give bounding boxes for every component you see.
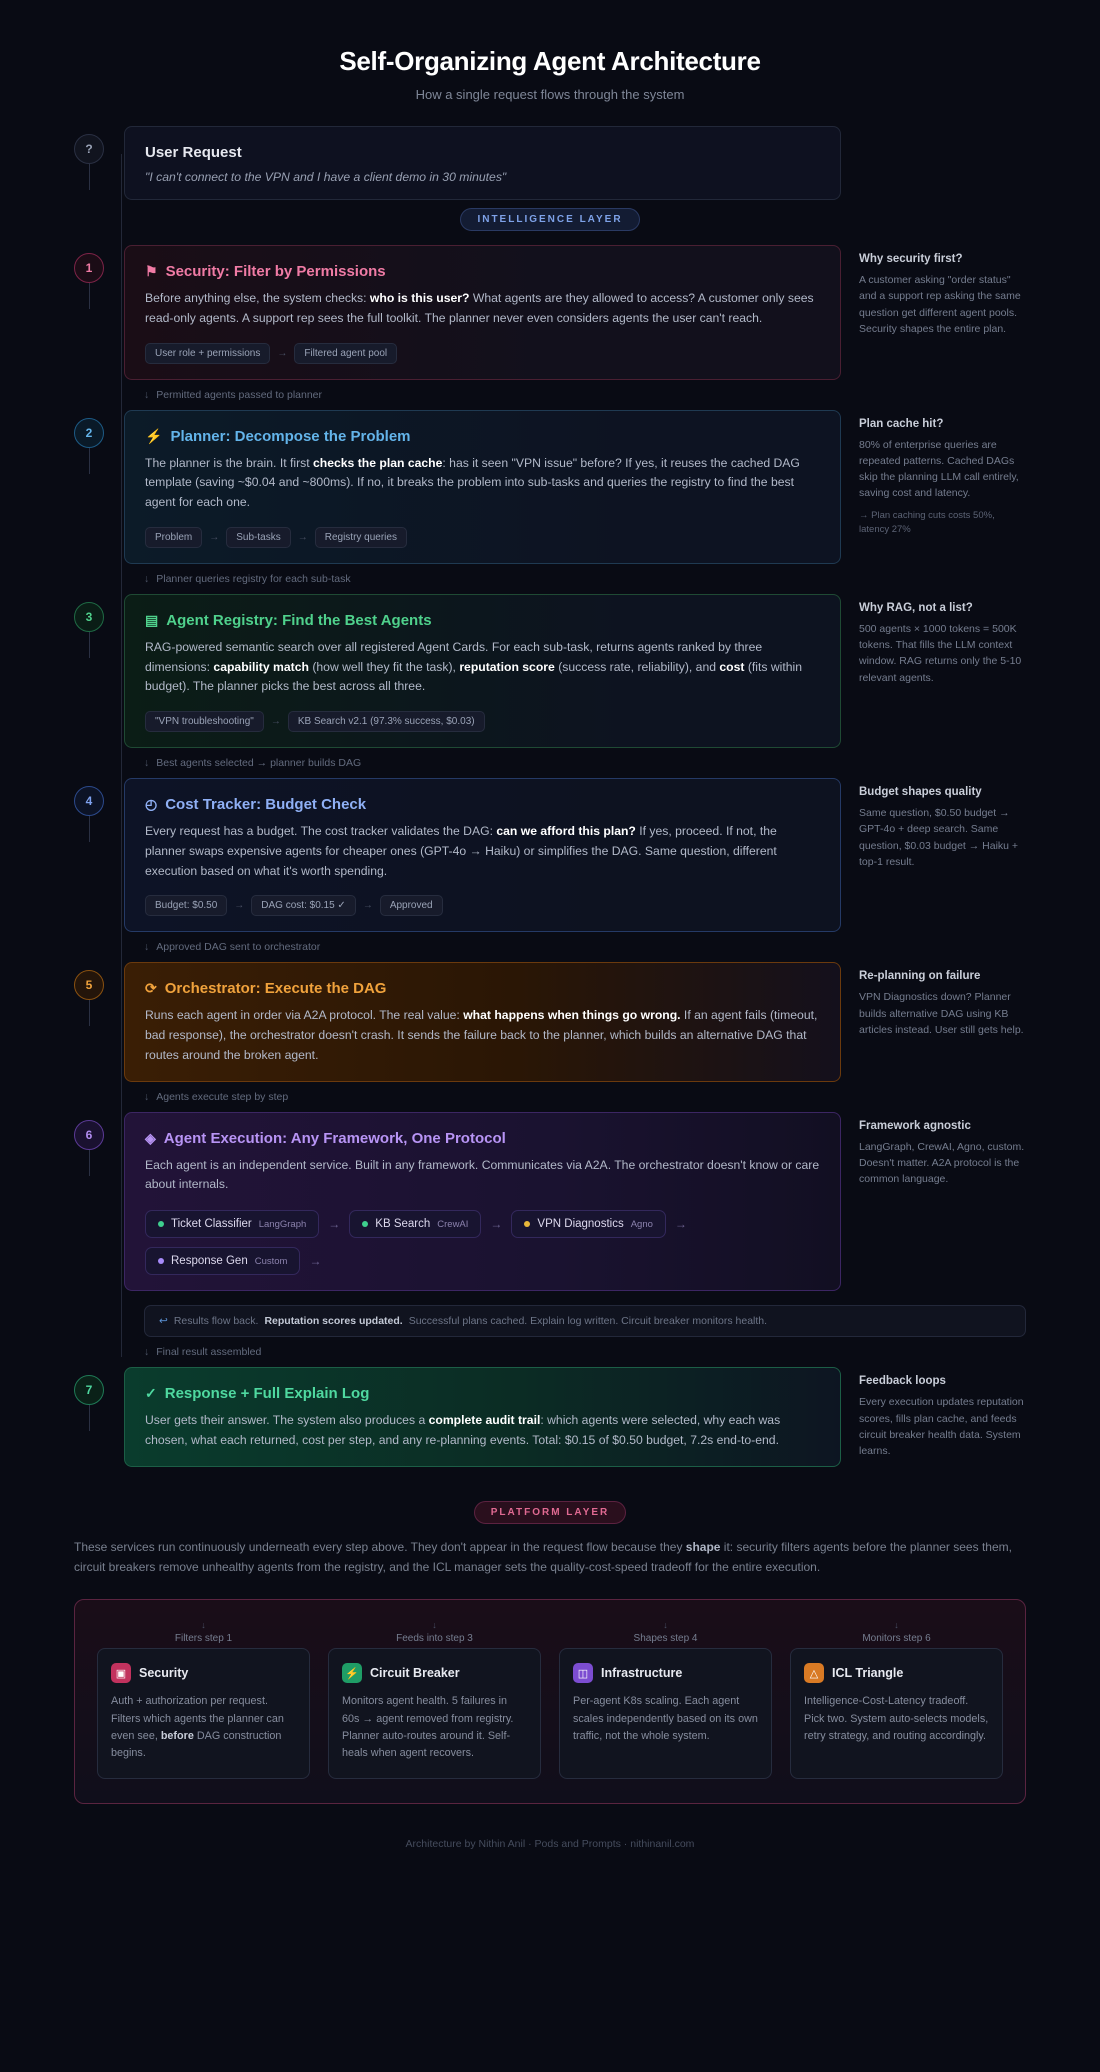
agent-pipeline <box>145 1210 820 1275</box>
connector-label: Agents execute step by step <box>156 1090 289 1103</box>
chip-arrow-icon: → <box>362 900 373 912</box>
user-request-quote: "I can't connect to the VPN and I have a client demo in 30 minutes" <box>145 170 507 184</box>
side-note-title: Re-planning on failure <box>859 970 981 983</box>
platform-card-body: Intelligence-Cost-Latency tradeoff. Pick two. System auto-selects models, retry strategy, and routing accordingly. <box>804 1695 989 1742</box>
agent-name: Ticket Classifier <box>171 1218 252 1231</box>
pipeline-arrow-icon: → <box>328 1217 341 1232</box>
step-title: Agent Execution: Any Framework, One Protocol <box>163 1129 506 1147</box>
side-note-title: Why security first? <box>859 253 963 265</box>
agent-status-dot <box>524 1221 530 1227</box>
chip-row <box>145 527 820 548</box>
step-title: Orchestrator: Execute the DAG <box>164 980 387 998</box>
agent-status-dot <box>158 1221 164 1227</box>
connector-stub <box>89 632 90 658</box>
step-title-row <box>145 796 820 813</box>
pipeline-arrow-icon: → <box>674 1217 687 1232</box>
platform-labels <box>97 1620 1003 1644</box>
gutter-step <box>74 1112 124 1150</box>
platform-card-header <box>111 1663 296 1683</box>
gutter-step <box>74 962 124 1000</box>
side-note-text: Same question, $0.50 budget → GPT-4o + deep search. Same question, $0.03 budget → Haiku + top-1 result. <box>859 807 1019 868</box>
page-title: Self-Organizing Agent Architecture <box>339 46 761 76</box>
side-note-title: Why RAG, not a list? <box>859 601 973 614</box>
connector <box>74 932 1026 962</box>
step-body: RAG-powered semantic search over all registered Agent Cards. For each sub-task, returns agents ranked by three dimensions: capability match (how well they fit the task), reputation score (success rate, reliability), and cost (fits within budget). The planner picks the best across all three. <box>145 639 803 694</box>
chip: Registry queries <box>315 527 407 548</box>
platform-label: ↓ Filters step 1 <box>97 1620 310 1644</box>
feedback-loop-icon: ↩ <box>159 1315 168 1328</box>
connector-label: Approved DAG sent to orchestrator <box>156 941 321 954</box>
pipeline-arrow-icon: → <box>309 1254 322 1269</box>
step-icon: ⚑ <box>145 263 158 279</box>
side-note-text: 500 agents × 1000 tokens = 500K tokens. That fills the LLM context window. RAG returns only the 5-10 relevant agents. <box>859 622 1022 684</box>
step-card <box>124 962 841 1081</box>
chip-arrow-icon: → <box>297 531 308 543</box>
connector-stub <box>89 164 90 190</box>
feedback-rest: Successful plans cached. Explain log written. Circuit breaker monitors health. <box>408 1315 768 1328</box>
chip-arrow-icon: → <box>277 347 288 359</box>
connector-final-label: Final result assembled <box>156 1346 262 1359</box>
platform-card <box>97 1648 310 1779</box>
side-note <box>841 410 1026 539</box>
connector-label: Best agents selected → planner builds DAG <box>156 757 362 770</box>
step-icon: ◴ <box>145 796 158 813</box>
gutter-step <box>74 778 124 816</box>
layer-pill-intelligence: INTELLIGENCE LAYER <box>460 208 639 231</box>
chip: Filtered agent pool <box>294 343 397 364</box>
step-title: Agent Registry: Find the Best Agents <box>166 611 432 629</box>
agent-chip[interactable] <box>145 1210 319 1238</box>
agent-framework: Agno <box>630 1218 653 1230</box>
gutter-step <box>74 410 124 448</box>
side-note-empty <box>841 126 1026 134</box>
user-request-row <box>74 126 1026 200</box>
step-icon: ⟳ <box>145 980 157 997</box>
step-title: Planner: Decompose the Problem <box>170 427 411 445</box>
platform-box <box>74 1599 1026 1804</box>
step-row <box>74 1367 1026 1467</box>
page-footer: Architecture by Nithin Anil · Pods and Prompts · nithinanil.com <box>405 1838 695 1851</box>
step-body: Runs each agent in order via A2A protocol. The real value: what happens when things go wrong. If an agent fails (timeout, bad response), the orchestrator doesn't crash. It sends the failure back to the planner, which builds an alternative DAG that routes around the broken agent. <box>145 1008 818 1062</box>
side-note-title: Feedback loops <box>859 1375 946 1388</box>
step-body: Each agent is an independent service. Built in any framework. Communicates via A2A. The orchestrator doesn't know or care about internals. <box>145 1157 820 1192</box>
platform-card-icon: ▣ <box>111 1663 131 1683</box>
step-badge: 1 <box>74 253 104 283</box>
agent-chip[interactable] <box>145 1247 300 1275</box>
chip: DAG cost: $0.15 ✓ <box>251 895 356 916</box>
side-note <box>841 594 1026 686</box>
platform-label: ↓ Shapes step 4 <box>559 1620 772 1644</box>
platform-label-tick-icon: ↓ <box>663 1620 668 1631</box>
step-row <box>74 245 1026 380</box>
side-note <box>841 1367 1026 1459</box>
step-row <box>74 1112 1026 1292</box>
step-body: Before anything else, the system checks: who is this user? What agents are they allowed to access? A customer only sees read-only agents. A support rep sees the full toolkit. The planner never even considers agents the user can't reach. <box>145 291 814 325</box>
intelligence-layer-label <box>74 208 1026 231</box>
connector <box>74 564 1026 594</box>
connector <box>74 748 1026 778</box>
step-card <box>124 1112 841 1292</box>
step-row <box>74 594 1026 748</box>
step-card <box>124 410 841 564</box>
step-icon: ▤ <box>145 611 159 628</box>
platform-card-title: ICL Triangle <box>832 1666 904 1681</box>
step-body: Every request has a budget. The cost tracker validates the DAG: can we afford this plan? If yes, proceed. If not, the planner swaps expensive agents for cheaper ones (GPT-4o → Haiku) or simplifies the DAG. Same question, different execution based on what it's worth spending. <box>145 824 777 878</box>
flow-container <box>74 126 1026 1467</box>
side-note-sub: → Plan caching cuts costs 50%, latency 27% <box>859 509 995 536</box>
chip-row <box>145 343 820 364</box>
step-card <box>124 778 841 932</box>
gutter-step <box>74 594 124 632</box>
layer-pill-platform: PLATFORM LAYER <box>474 1501 627 1524</box>
platform-card-icon: ◫ <box>573 1663 593 1683</box>
connector-arrow-icon: ↓ <box>144 941 150 954</box>
chip: User role + permissions <box>145 343 270 364</box>
agent-name: KB Search <box>375 1218 431 1231</box>
side-note <box>841 245 1026 337</box>
chip: KB Search v2.1 (97.3% success, $0.03) <box>288 711 485 732</box>
connector-arrow-icon: ↓ <box>144 757 150 770</box>
connector-arrow-icon: ↓ <box>144 572 150 585</box>
side-note-text: VPN Diagnostics down? Planner builds alternative DAG using KB articles instead. User still gets help. <box>859 991 1024 1036</box>
platform-card <box>328 1648 541 1779</box>
step-icon: ⚡ <box>145 427 163 444</box>
step-badge: 6 <box>74 1120 104 1150</box>
final-step-slot <box>74 1367 1026 1467</box>
connector-stub <box>89 816 90 842</box>
step-row <box>74 962 1026 1081</box>
platform-card-icon: △ <box>804 1663 824 1683</box>
connector-arrow-icon: ↓ <box>144 388 150 401</box>
side-note-text: 80% of enterprise queries are repeated patterns. Cached DAGs skip the planning LLM call entirely, saving cost and latency. <box>859 438 1019 500</box>
step-title-row <box>145 1385 820 1402</box>
step-badge: 3 <box>74 602 104 632</box>
side-note-text: LangGraph, CrewAI, Agno, custom. Doesn't matter. A2A protocol is the common language. <box>859 1140 1025 1186</box>
step-title-row <box>145 263 820 280</box>
platform-card-header <box>573 1663 758 1683</box>
step-row <box>74 410 1026 564</box>
chip: "VPN troubleshooting" <box>145 711 264 732</box>
step-icon: ✓ <box>145 1385 157 1402</box>
agent-status-dot <box>362 1221 368 1227</box>
agent-framework: CrewAI <box>437 1218 469 1230</box>
agent-chip[interactable] <box>511 1210 665 1238</box>
pipeline-arrow-icon: → <box>490 1217 503 1232</box>
agent-status-dot <box>158 1258 164 1264</box>
platform-cards <box>97 1648 1003 1779</box>
step-badge: 2 <box>74 418 104 448</box>
connector-label: Permitted agents passed to planner <box>156 388 323 401</box>
step-title: Cost Tracker: Budget Check <box>165 796 367 814</box>
platform-card-header <box>804 1663 989 1683</box>
side-note-title: Plan cache hit? <box>859 417 944 430</box>
side-note-text: A customer asking "order status" and a support rep asking the same question get different agent pools. Security shapes the entire plan. <box>859 274 1021 335</box>
step-badge: 5 <box>74 970 104 1000</box>
connector-stub <box>89 1000 90 1026</box>
connector-final <box>74 1337 1026 1367</box>
side-note <box>841 1112 1026 1188</box>
chip: Approved <box>380 895 443 916</box>
page-subtitle: How a single request flows through the system <box>415 87 685 102</box>
side-note <box>841 778 1026 870</box>
step-row <box>74 778 1026 932</box>
chip-row <box>145 895 820 916</box>
platform-card-body: Per-agent K8s scaling. Each agent scales independently based on its own traffic, not the whole system. <box>573 1695 758 1742</box>
chip-arrow-icon: → <box>209 531 220 543</box>
connector-stub <box>89 1405 90 1431</box>
side-note-title: Framework agnostic <box>859 1119 971 1132</box>
connector-arrow-icon: ↓ <box>144 1090 150 1103</box>
connector <box>74 1082 1026 1112</box>
feedback-lead: Results flow back. <box>173 1315 259 1328</box>
platform-card-title: Security <box>139 1666 189 1681</box>
connector-stub <box>89 283 90 309</box>
agent-framework: LangGraph <box>258 1218 307 1230</box>
step-title-row <box>145 612 820 629</box>
step-card <box>124 594 841 748</box>
step-title: Response + Full Explain Log <box>164 1385 370 1403</box>
platform-card <box>559 1648 772 1779</box>
platform-card-title: Infrastructure <box>601 1666 683 1681</box>
chip-arrow-icon: → <box>234 900 245 912</box>
step-badge: 7 <box>74 1375 104 1405</box>
step-icon: ◈ <box>145 1129 156 1146</box>
gutter-step <box>74 1367 124 1405</box>
feedback-strong: Reputation scores updated. <box>264 1315 403 1328</box>
platform-label-tick-icon: ↓ <box>201 1620 206 1631</box>
chip-arrow-icon: → <box>270 716 281 728</box>
connector <box>74 380 1026 410</box>
platform-intro: These services run continuously underneath every step above. They don't appear in the request flow because they shape it: security filters agents before the planner sees them, circuit breakers remove unhealthy agents from the registry, and the ICL manager sets the quality-cost-speed tradeoff for the entire execution. <box>74 1539 1012 1574</box>
platform-card <box>790 1648 1003 1779</box>
platform-label: ↓ Monitors step 6 <box>790 1620 1003 1644</box>
platform-card-header <box>342 1663 527 1683</box>
step-card <box>124 245 841 380</box>
agent-name: VPN Diagnostics <box>537 1218 624 1231</box>
platform-card-body: Auth + authorization per request. Filters which agents the planner can even see, before DAG construction begins. <box>111 1695 284 1760</box>
platform-card-title: Circuit Breaker <box>370 1666 460 1681</box>
connector-arrow-icon: ↓ <box>144 1346 150 1359</box>
platform-card-icon: ⚡ <box>342 1663 362 1683</box>
page-header <box>74 28 1026 126</box>
steps-list <box>74 245 1026 1291</box>
step-title: Security: Filter by Permissions <box>165 263 386 280</box>
user-request-card <box>124 126 841 200</box>
step-card <box>124 1367 841 1467</box>
step-title-row <box>145 1130 820 1147</box>
step-title-row <box>145 428 820 445</box>
platform-card-body: Monitors agent health. 5 failures in 60s → agent removed from registry. Planner auto-routes around it. Self-heals when agent recovers. <box>342 1695 514 1760</box>
platform-layer-label <box>74 1501 1026 1524</box>
platform-label: ↓ Feeds into step 3 <box>328 1620 541 1644</box>
chip-row <box>145 711 820 732</box>
agent-chip[interactable] <box>349 1210 481 1238</box>
agent-name: Response Gen <box>171 1255 248 1268</box>
step-body: The planner is the brain. It first checks the plan cache: has it seen "VPN issue" before? If yes, it reuses the cached DAG template (saving ~$0.04 and ~800ms). If no, it breaks the problem into sub-tasks and queries the registry to find the best agent for each one. <box>145 455 800 510</box>
side-note-text: Every execution updates reputation scores, fills plan cache, and feeds circuit breaker health data. System learns. <box>859 1396 1024 1458</box>
connector-stub <box>89 1150 90 1176</box>
chip: Budget: $0.50 <box>145 895 227 916</box>
gutter-step <box>74 245 124 283</box>
step-badge: 4 <box>74 786 104 816</box>
user-request-title: User Request <box>145 144 242 161</box>
gutter-request <box>74 126 124 164</box>
connector-label: Planner queries registry for each sub-task <box>156 572 351 585</box>
badge-request: ? <box>74 134 104 164</box>
platform-label-tick-icon: ↓ <box>432 1620 437 1631</box>
step-title-row <box>145 980 820 997</box>
side-note-title: Budget shapes quality <box>859 786 982 799</box>
chip: Problem <box>145 527 202 548</box>
connector-stub <box>89 448 90 474</box>
feedback-bar <box>144 1305 1026 1337</box>
chip: Sub-tasks <box>226 527 290 548</box>
side-note <box>841 962 1026 1038</box>
agent-framework: Custom <box>254 1255 288 1267</box>
step-body: User gets their answer. The system also produces a complete audit trail: which agents were selected, why each was chosen, what each returned, cost per step, and any re-planning events. Total: $0.15 of $0.50 budget, 7.2s end-to-end. <box>145 1413 781 1448</box>
platform-label-tick-icon: ↓ <box>894 1620 899 1631</box>
